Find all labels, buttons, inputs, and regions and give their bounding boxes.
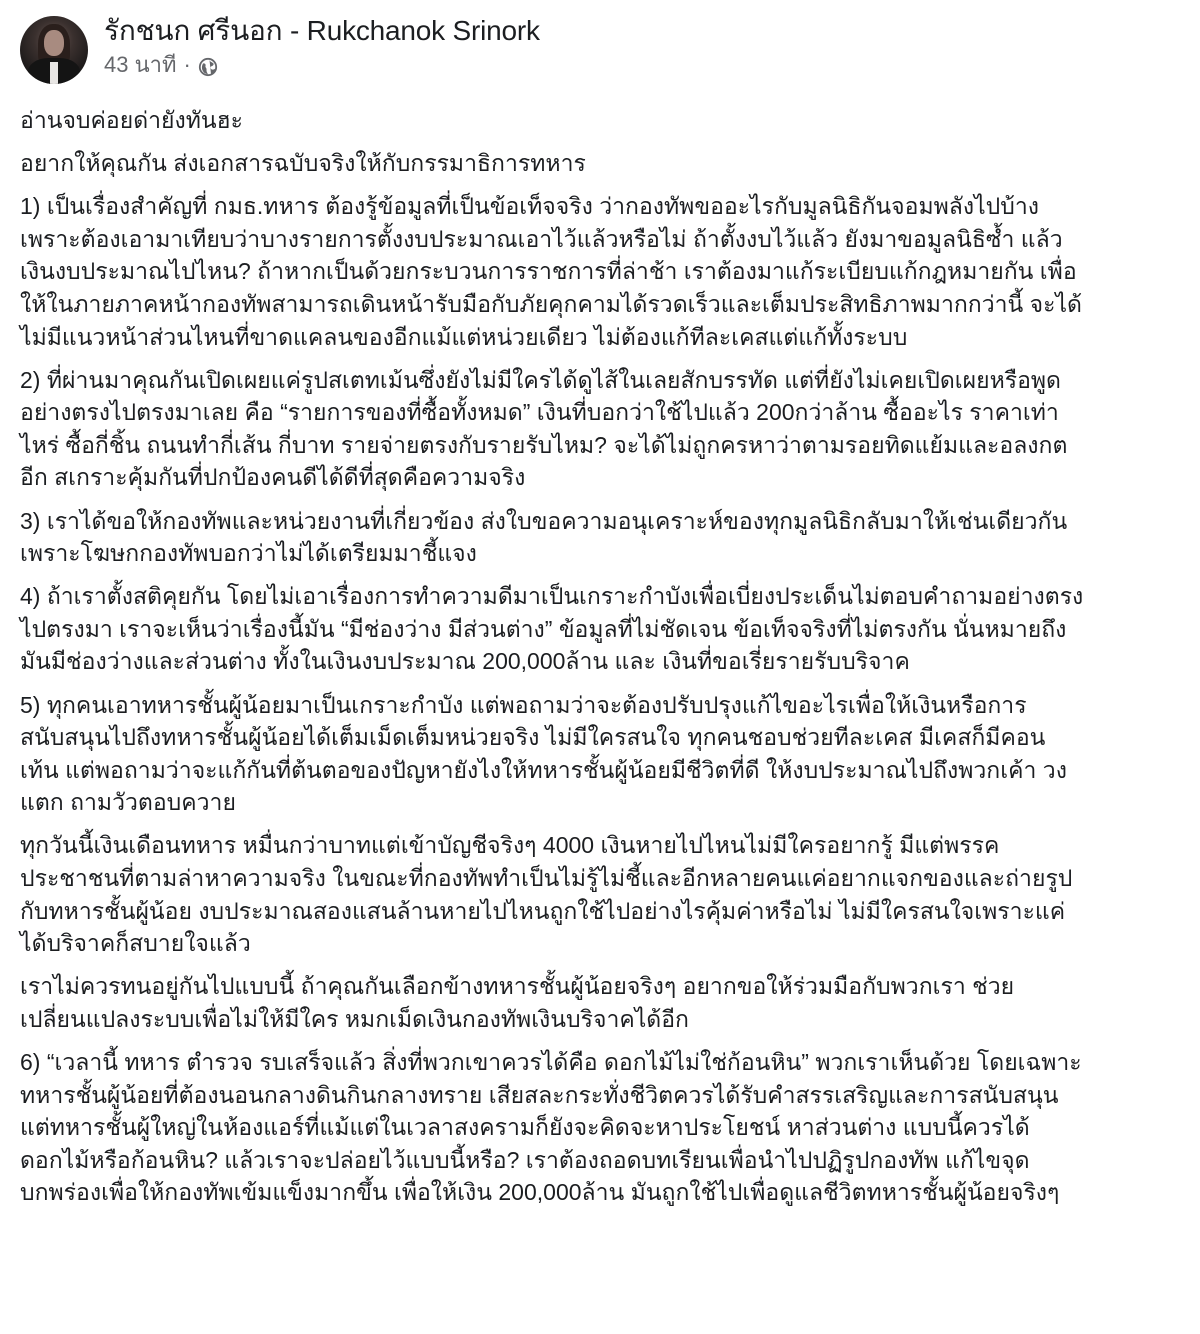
- text-line: เพราะต้องเอามาเทียบว่าบางรายการตั้งงบประมาณเอาไว้แล้วหรือไม่ ถ้าตั้งงบไว้แล้ว ยังมาขอมูลนิธิซ้ำ แล้ว: [20, 225, 1063, 252]
- meta-separator: ·: [183, 52, 191, 77]
- text-line: ทหารชั้นผู้น้อยที่ต้องนอนกลางดินกินกลางทราย เสียสละกระทั่งชีวิตควรได้รับคำสรรเสริญและการสนับสนุน: [20, 1081, 1059, 1108]
- post-timestamp[interactable]: 43 นาที: [104, 52, 177, 77]
- text-line: มันมีช่องว่างและส่วนต่าง ทั้งในเงินงบประมาณ 200,000ล้าน และ เงินที่ขอเรี่ยรายรับบริจาค: [20, 648, 910, 675]
- text-line: เงินงบประมาณไปไหน? ถ้าหากเป็นด้วยกระบวนการราชการที่ล่าช้า เราต้องมาแก้ระเบียบแก้กฎหมายกัน เพื่อ: [20, 258, 1077, 285]
- text-line: 1) เป็นเรื่องสำคัญที่ กมธ.ทหาร ต้องรู้ข้อมูลที่เป็นข้อเท็จจริง ว่ากองทัพขออะไรกับมูลนิธิกันจอมพลังไปบ้าง: [20, 193, 1040, 220]
- text-line: ไปตรงมา เราจะเห็นว่าเรื่องนี้มัน “มีช่องว่าง มีส่วนต่าง” ข้อมูลที่ไม่ชัดเจน ข้อเท็จจริงที่ไม่ตรงกัน นั่นหมายถึง: [20, 615, 1067, 642]
- text-line: ประชาชนที่ตามล่าหาความจริง ในขณะที่กองทัพทำเป็นไม่รู้ไม่ชี้และอีกหลายคนแค่อยากแจกของและถ่ายรูป: [20, 864, 1073, 891]
- text-line: เปลี่ยนแปลงระบบเพื่อไม่ให้มีใคร หมกเม็ดเงินกองทัพเงินบริจาคได้อีก: [20, 1005, 689, 1032]
- text-line: ให้ในภายภาคหน้ากองทัพสามารถเดินหน้ารับมือกับภัยคุกคามได้รวดเร็วและเต็มประสิทธิภาพมากกว่านี้ จะได้: [20, 290, 1082, 317]
- text-line: 2) ที่ผ่านมาคุณกันเปิดเผยแค่รูปสเตทเม้นซึ่งยังไม่มีใครได้ดูไส้ในเลยสักบรรทัด แต่ที่ยังไม่เคยเปิดเผยหรือพูด: [20, 366, 1061, 393]
- text-line: เราไม่ควรทนอยู่กันไปแบบนี้ ถ้าคุณกันเลือกข้างทหารชั้นผู้น้อยจริงๆ อยากขอให้ร่วมมือกับพวกเรา ช่วย: [20, 973, 1015, 1000]
- post-paragraph-2: [20, 190, 1190, 353]
- text-line: ได้บริจาคก็สบายใจแล้ว: [20, 930, 251, 957]
- text-line: ไม่มีแนวหน้าส่วนไหนที่ขาดแคลนของอีกแม้แต่หน่วยเดียว ไม่ต้องแก้ทีละเคสแต่แก้ทั้งระบบ: [20, 323, 908, 350]
- text-line: เท้น แต่พอถามว่าจะแก้กันที่ต้นตอของปัญหายังไงให้ทหารชั้นผู้น้อยมีชีวิตที่ดี ให้งบประมาณไปถึงพวกเค้า วง: [20, 756, 1067, 783]
- text-line: กับทหารชั้นผู้น้อย งบประมาณสองแสนล้านหายไปไหนถูกใช้ไปอย่างไรคุ้มค่าหรือไม่ ไม่มีใครสนใจเพราะแค่: [20, 897, 1066, 924]
- text-line: อยากให้คุณกัน ส่งเอกสารฉบับจริงให้กับกรรมาธิการทหาร: [20, 150, 586, 177]
- post-paragraph-3: [20, 364, 1190, 494]
- avatar-shirt: [50, 62, 58, 84]
- text-line: บกพร่องเพื่อให้กองทัพเข้มแข็งมากขึ้น เพื่อให้เงิน 200,000ล้าน มันถูกใช้ไปเพื่อดูแลชีวิตทหารชั้นผู้น้อยจริงๆ: [20, 1179, 1060, 1206]
- post-paragraph-9: [20, 1046, 1190, 1209]
- text-line: เพราะโฆษกกองทัพบอกว่าไม่ได้เตรียมมาชี้แจง: [20, 540, 477, 567]
- author-name-link[interactable]: รักชนก ศรีนอก - Rukchanok Srinork: [104, 15, 540, 46]
- post-paragraph-8: [20, 970, 1190, 1035]
- post-paragraph-1: [20, 147, 1190, 180]
- text-line: สนับสนุนไปถึงทหารชั้นผู้น้อยได้เต็มเม็ดเต็มหน่วยจริง ไม่มีใครสนใจ ทุกคนชอบช่วยทีละเคส มีเคสก็มีคอน: [20, 724, 1046, 751]
- text-line: 6) “เวลานี้ ทหาร ตำรวจ รบเสร็จแล้ว สิ่งที่พวกเขาควรได้คือ ดอกไม้ไม่ใช่ก้อนหิน” พวกเราเห็นด้วย โดยเฉพาะ: [20, 1048, 1082, 1075]
- post-paragraph-0: [20, 104, 1190, 137]
- post-paragraph-7: [20, 829, 1190, 959]
- post-meta: [104, 50, 540, 80]
- globe-icon[interactable]: [198, 55, 218, 75]
- post-paragraph-6: [20, 689, 1190, 819]
- author-meta: [104, 14, 540, 80]
- text-line: อย่างตรงไปตรงมาเลย คือ “รายการของที่ซื้อทั้งหมด” เงินที่บอกว่าใช้ไปแล้ว 200กว่าล้าน ซื้ออะไร ราคาเท่า: [20, 399, 1059, 426]
- text-line: ไหร่ ซื้อกี่ชิ้น ถนนทำกี่เส้น กี่บาท รายจ่ายตรงกับรายรับไหม? จะได้ไม่ถูกครหาว่าตามรอยทิดแย้มและอลงกต: [20, 431, 1068, 458]
- avatar-face: [44, 30, 64, 56]
- text-line: อ่านจบค่อยด่ายังทันฮะ: [20, 107, 244, 133]
- text-line: 3) เราได้ขอให้กองทัพและหน่วยงานที่เกี่ยวข้อง ส่งใบขอความอนุเคราะห์ของทุกมูลนิธิกลับมาให้เช่นเดียวกัน: [20, 507, 1068, 534]
- text-line: อีก สเกราะคุ้มกันที่ปกป้องคนดีได้ดีที่สุดคือความจริง: [20, 464, 526, 491]
- text-line: แต่ทหารชั้นผู้ใหญ่ในห้องแอร์ที่แม้แต่ในเวลาสงครามก็ยังจะคิดจะหาประโยชน์ หาส่วนต่าง แบบนี้ควรได้: [20, 1114, 1030, 1141]
- text-line: ทุกวันนี้เงินเดือนทหาร หมื่นกว่าบาทแต่เข้าบัญชีจริงๆ 4000 เงินหายไปไหนไม่มีใครอยากรู้ มีแต่พรรค: [20, 832, 1000, 859]
- text-line: 5) ทุกคนเอาทหารชั้นผู้น้อยมาเป็นเกราะกำบัง แต่พอถามว่าจะต้องปรับปรุงแก้ไขอะไรเพื่อให้เงินหรือการ: [20, 691, 1027, 718]
- author-avatar[interactable]: [20, 16, 88, 84]
- post-body: [20, 104, 1190, 1219]
- post-paragraph-5: [20, 580, 1190, 678]
- post-header: [20, 14, 540, 86]
- post-paragraph-4: [20, 505, 1190, 570]
- text-line: แตก ถามวัวตอบควาย: [20, 789, 236, 816]
- text-line: ดอกไม้หรือก้อนหิน? แล้วเราจะปล่อยไว้แบบนี้หรือ? เราต้องถอดบทเรียนเพื่อนำไปปฏิรูปกองทัพ แก้ไขจุด: [20, 1146, 1030, 1173]
- text-line: 4) ถ้าเราตั้งสติคุยกัน โดยไม่เอาเรื่องการทำความดีมาเป็นเกราะกำบังเพื่อเบี่ยงประเด็นไม่ตอบคำถามอย่างตรง: [20, 583, 1084, 610]
